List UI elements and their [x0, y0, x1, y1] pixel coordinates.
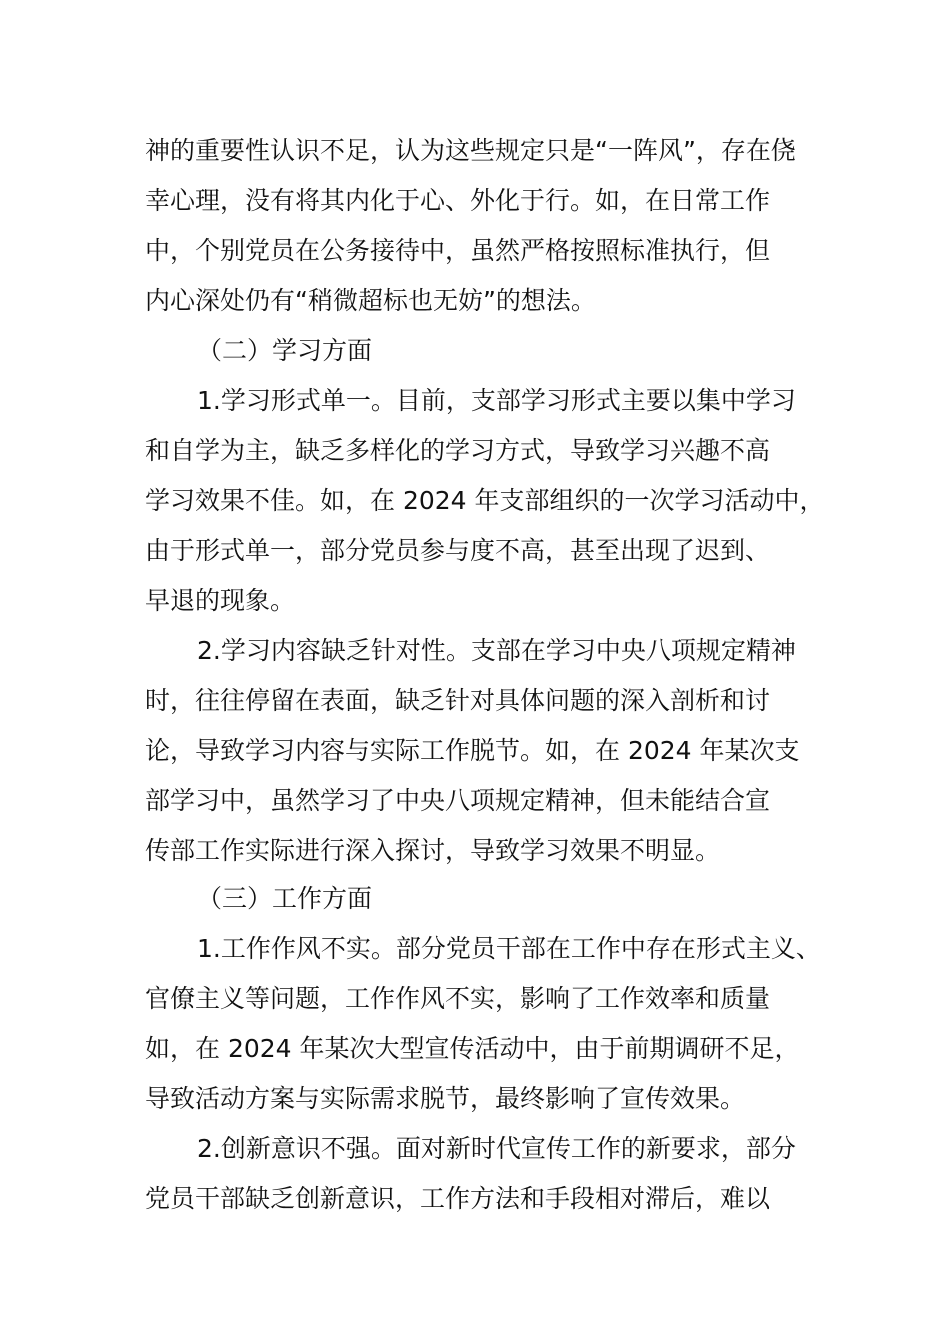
text-line: 由于形式单一，部分党员参与度不高，甚至出现了迟到、	[145, 536, 771, 565]
section-heading: （三）工作方面	[197, 884, 373, 913]
text-line: 党员干部缺乏创新意识，工作方法和手段相对滞后，难以	[145, 1184, 771, 1213]
text-line: 时，往往停留在表面，缺乏针对具体问题的深入剖析和讨	[145, 686, 771, 715]
paragraph-first-line: 1.学习形式单一。目前，支部学习形式主要以集中学习	[197, 386, 796, 415]
text-line: 传部工作实际进行深入探讨，导致学习效果不明显。	[145, 836, 721, 865]
text-line: 学习效果不佳。如，在 2024 年支部组织的一次学习活动中，	[145, 486, 825, 515]
text-line: 内心深处仍有“稍微超标也无妨”的想法。	[145, 286, 596, 315]
text-line: 导致活动方案与实际需求脱节，最终影响了宣传效果。	[145, 1084, 746, 1113]
paragraph-first-line: 2.创新意识不强。面对新时代宣传工作的新要求，部分	[197, 1134, 796, 1163]
paragraph-first-line: 1.工作作风不实。部分党员干部在工作中存在形式主义、	[197, 934, 821, 963]
text-line: 和自学为主，缺乏多样化的学习方式，导致学习兴趣不高	[145, 436, 771, 465]
paragraph-first-line: 2.学习内容缺乏针对性。支部在学习中央八项规定精神	[197, 636, 796, 665]
text-line: 中，个别党员在公务接待中，虽然严格按照标准执行，但	[145, 236, 771, 265]
text-line: 论，导致学习内容与实际工作脱节。如，在 2024 年某次支	[145, 736, 800, 765]
text-line: 如，在 2024 年某次大型宣传活动中，由于前期调研不足，	[145, 1034, 800, 1063]
section-heading: （二）学习方面	[197, 336, 373, 365]
text-line: 幸心理，没有将其内化于心、外化于行。如，在日常工作	[145, 186, 771, 215]
text-line: 部学习中，虽然学习了中央八项规定精神，但未能结合宣	[145, 786, 771, 815]
text-line: 早退的现象。	[145, 586, 296, 615]
text-line: 神的重要性认识不足，认为这些规定只是“一阵风”，存在侥	[145, 136, 796, 165]
text-line: 官僚主义等问题，工作作风不实，影响了工作效率和质量	[145, 984, 771, 1013]
